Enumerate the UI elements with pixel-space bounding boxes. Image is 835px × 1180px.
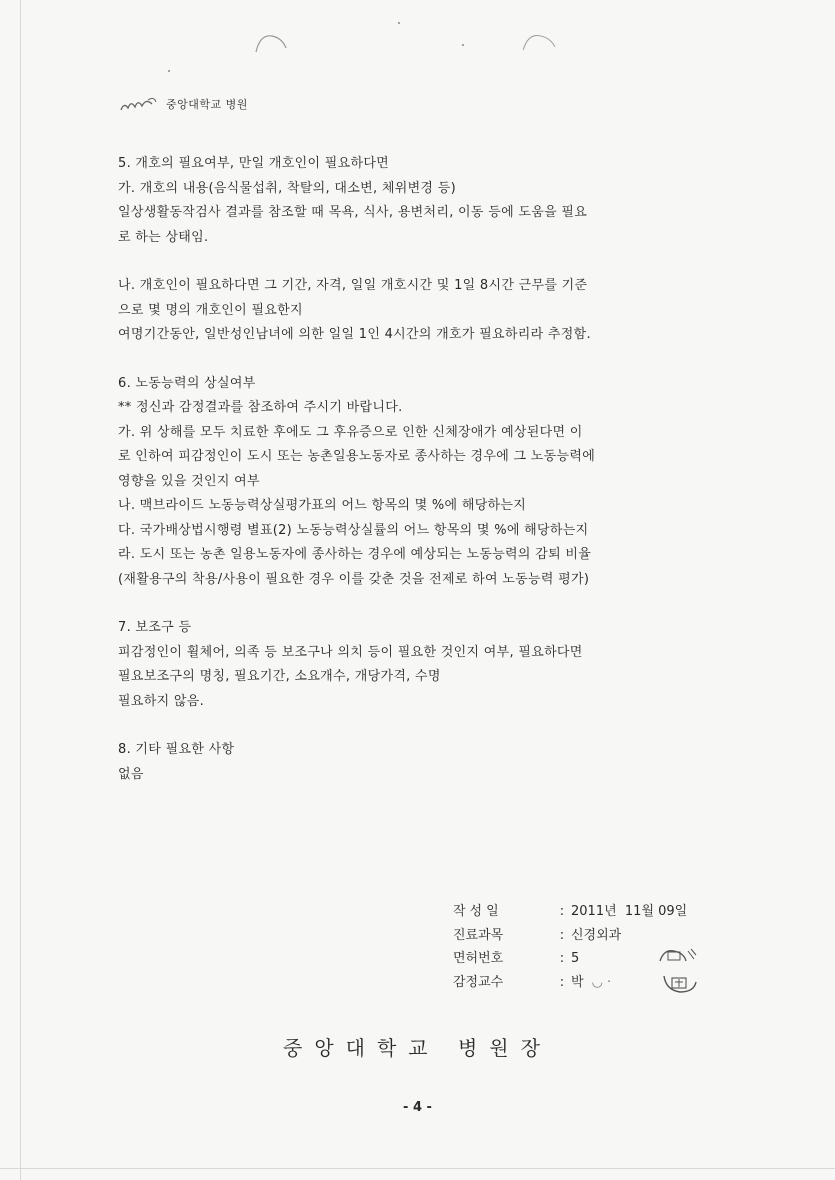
body-line: 가. 개호의 내용(음식물섭취, 착탈의, 대소변, 체위변경 등): [118, 180, 456, 196]
license-row: [453, 947, 687, 971]
scan-speck: [398, 22, 400, 24]
body-line: 으로 몇 명의 개호인이 필요한지: [118, 302, 303, 318]
hospital-name: 중앙대학교 병원: [166, 98, 248, 111]
professor-value: 박: [571, 974, 584, 990]
body-line: 다. 국가배상법시행령 별표(2) 노동능력상실률의 어느 항목의 몇 %에 해당하는지: [118, 522, 589, 538]
paragraph-gap: [118, 592, 718, 616]
separator: :: [559, 904, 565, 919]
signature-block: [453, 900, 687, 994]
body-line: 필요보조구의 명칭, 필요기간, 소요개수, 개당가격, 수명: [118, 669, 441, 684]
punch-hole-mark-left: [252, 30, 290, 54]
scan-edge-left: [20, 0, 21, 1180]
body-line: 7. 보조구 등: [118, 620, 192, 635]
scan-speck: [462, 44, 464, 46]
page-number: - 4 -: [403, 1100, 432, 1115]
professor-label: 감정교수: [453, 974, 504, 990]
body-line: 가. 위 상해를 모두 치료한 후에도 그 후유증으로 인한 신체장애가 예상된다면 이: [118, 424, 583, 440]
department-label: 진료과목: [453, 927, 504, 943]
date-label: 작성일: [453, 904, 503, 919]
body-line: ** 정신과 감정결과를 참조하여 주시기 바랍니다.: [118, 400, 403, 415]
body-line: 영향을 있을 것인지 여부: [118, 473, 260, 489]
department-value: 신경외과: [571, 927, 622, 943]
professor-row: [453, 971, 687, 995]
body-line: 5. 개호의 필요여부, 만일 개호인이 필요하다면: [118, 156, 390, 171]
separator: :: [559, 974, 565, 990]
body-line: 나. 개호인이 필요하다면 그 기간, 자격, 일일 개호시간 및 1일 8시간 근무를 기준: [118, 278, 588, 293]
body-line: 피감정인이 휠체어, 의족 등 보조구나 의치 등이 필요한 것인지 여부, 필요하다면: [118, 644, 583, 660]
date-row: [453, 900, 687, 924]
document-header: [118, 94, 248, 114]
redacted-mark: ◡ ·: [591, 974, 612, 990]
scan-edge-bottom: [0, 1168, 835, 1169]
paragraph-gap: [118, 714, 718, 738]
body-line: 없음: [118, 766, 144, 782]
body-line: 라. 도시 또는 농촌 일용노동자에 종사하는 경우에 예상되는 노동능력의 감퇴 비율: [118, 547, 592, 562]
license-value: 5: [571, 951, 580, 966]
report-body: [118, 152, 718, 787]
body-line: 6. 노동능력의 상실여부: [118, 375, 256, 391]
date-value: 2011년 11월 09일: [571, 904, 688, 919]
body-line: 필요하지 않음.: [118, 693, 205, 709]
body-line: 로 인하여 피감정인이 도시 또는 농촌일용노동자로 종사하는 경우에 그 노동능력에: [118, 449, 596, 464]
hospital-director-title: 중앙대학교 병원장: [283, 1036, 552, 1060]
official-seal-icon: [656, 943, 698, 965]
department-row: [453, 924, 687, 948]
body-line: 일상생활동작검사 결과를 참조할 때 목욕, 식사, 용변처리, 이동 등에 도움을 필요: [118, 205, 588, 220]
body-line: 나. 맥브라이드 노동능력상실평가표의 어느 항목의 몇 %에 해당하는지: [118, 498, 527, 513]
license-label: 면허번호: [453, 951, 504, 966]
body-line: 8. 기타 필요한 사항: [118, 742, 235, 757]
paragraph-gap: [118, 250, 718, 274]
body-line: 여명기간동안, 일반성인남녀에 의한 일일 1인 4시간의 개호가 필요하리라 추정함.: [118, 327, 591, 342]
professor-stamp-icon: [660, 970, 700, 996]
body-line: (재활용구의 착용/사용이 필요한 경우 이를 갖춘 것을 전제로 하여 노동능력 평가): [118, 571, 590, 587]
scan-speck: [168, 70, 170, 72]
separator: :: [559, 951, 565, 966]
punch-hole-mark-right: [520, 30, 558, 54]
body-line: 로 하는 상태임.: [118, 229, 209, 245]
paragraph-gap: [118, 348, 718, 372]
separator: :: [559, 927, 565, 943]
hospital-logo-icon: [118, 94, 158, 114]
